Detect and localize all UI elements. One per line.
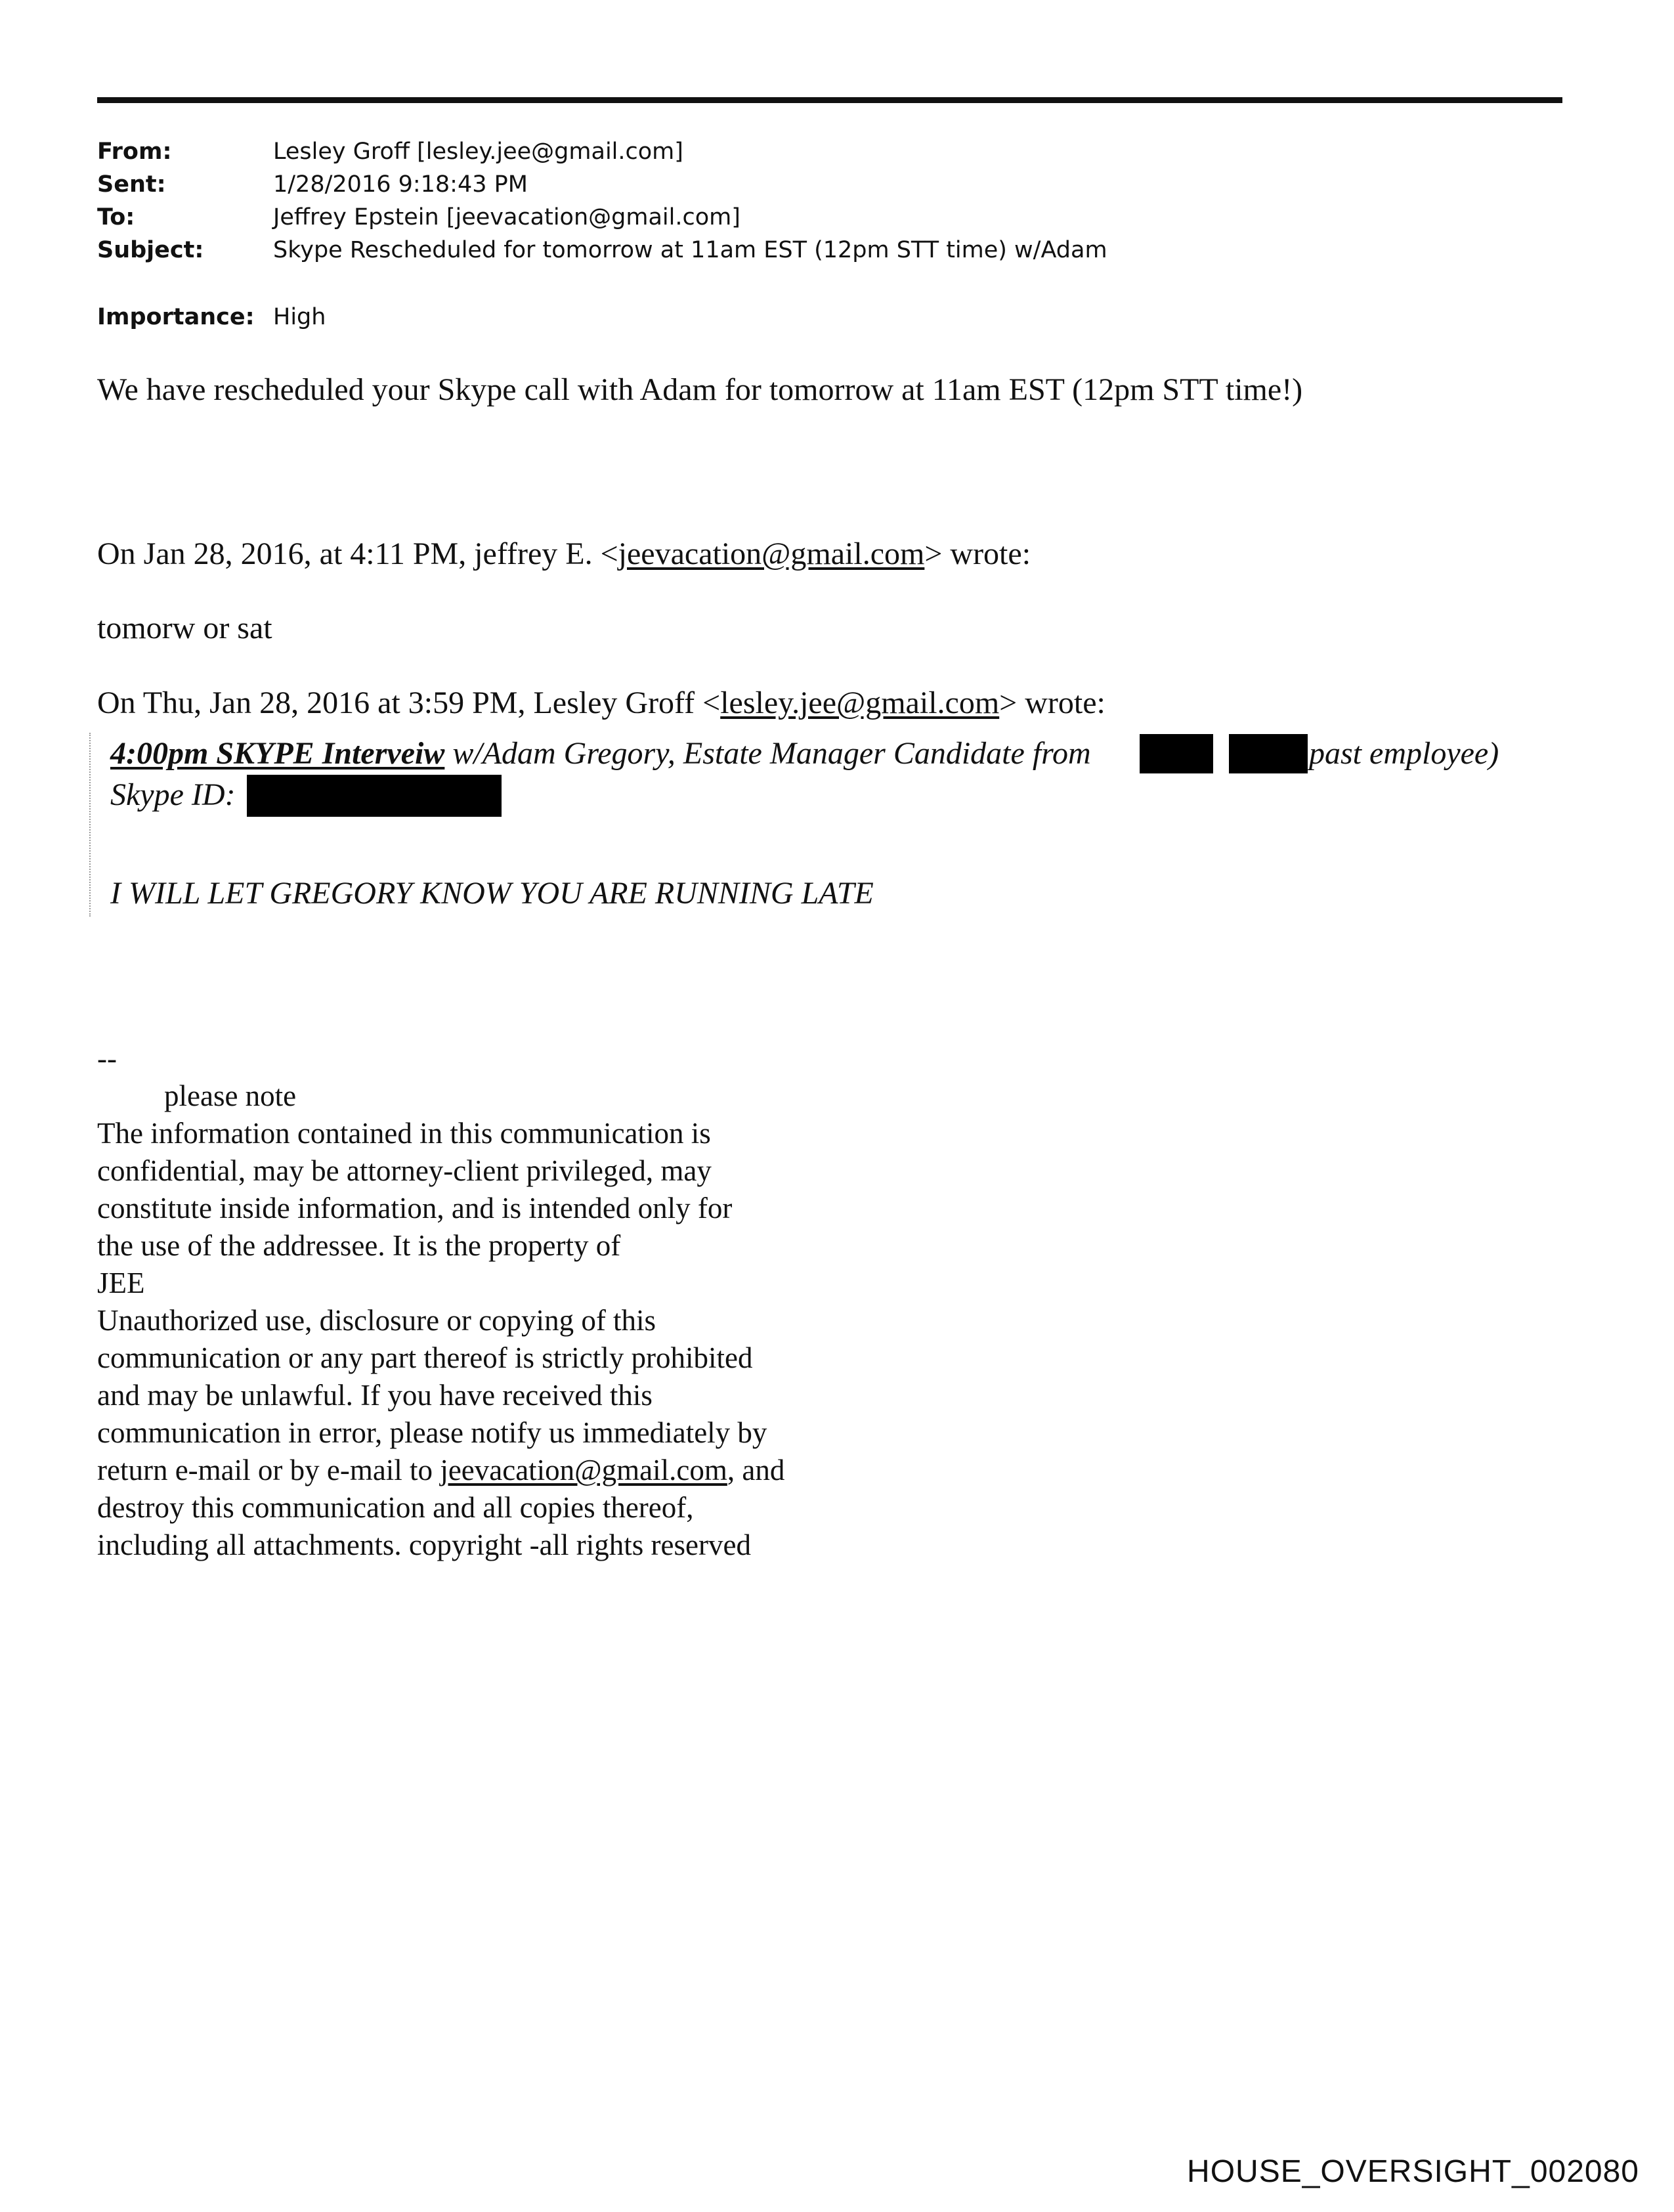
- sent-value: 1/28/2016 9:18:43 PM: [273, 171, 528, 198]
- quote-line-1-end: past employee): [1309, 736, 1499, 771]
- disclaimer-line: including all attachments. copyright -all rights reserved: [97, 1529, 751, 1561]
- disclaimer-line: Unauthorized use, disclosure or copying of this: [97, 1304, 656, 1337]
- disclaimer-line: destroy this communication and all copies thereof,: [97, 1491, 694, 1524]
- redaction-block: [1140, 734, 1213, 773]
- disclaimer-line: and may be unlawful. If you have received this: [97, 1379, 653, 1412]
- quote-line-1-text: w/Adam Gregory, Estate Manager Candidate from: [444, 736, 1091, 771]
- redaction-block: [1229, 734, 1308, 773]
- skype-id-label: Skype ID:: [110, 777, 236, 812]
- quote-line-1: [110, 735, 1091, 772]
- redaction-block: [247, 775, 502, 817]
- body-message: We have rescheduled your Skype call with Adam for tomorrow at 11am EST (12pm STT time!): [97, 372, 1303, 407]
- quote-bar: [89, 733, 91, 917]
- disclaimer-email-suffix: , and: [727, 1454, 785, 1486]
- reply1-attribution: [97, 536, 1031, 573]
- bates-number: HOUSE_OVERSIGHT_002080: [1187, 2154, 1639, 2189]
- disclaimer-line: the use of the addressee. It is the property of: [97, 1229, 621, 1262]
- reply2-attribution-suffix: > wrote:: [999, 685, 1105, 720]
- subject-label: Subject:: [97, 237, 204, 263]
- signature-note: please note: [164, 1079, 297, 1112]
- disclaimer-line: constitute inside information, and is intended only for: [97, 1192, 733, 1225]
- disclaimer-email-link[interactable]: jeevacation@gmail.com: [440, 1454, 727, 1486]
- quote-bold-heading: 4:00pm SKYPE Interveiw: [110, 736, 445, 771]
- sent-label: Sent:: [97, 171, 166, 198]
- reply1-email-link[interactable]: jeevacation@gmail.com: [618, 536, 925, 571]
- from-label: From:: [97, 139, 172, 165]
- reply2-attribution-prefix: On Thu, Jan 28, 2016 at 3:59 PM, Lesley Groff <: [97, 685, 721, 720]
- disclaimer-line: confidential, may be attorney-client privileged, may: [97, 1154, 712, 1187]
- disclaimer-line: communication or any part thereof is strictly prohibited: [97, 1341, 753, 1374]
- importance-label: Importance:: [97, 304, 255, 330]
- from-value: Lesley Groff [lesley.jee@gmail.com]: [273, 139, 683, 165]
- reply1-attribution-prefix: On Jan 28, 2016, at 4:11 PM, jeffrey E. <: [97, 536, 618, 571]
- disclaimer-email-line: [97, 1452, 784, 1489]
- to-label: To:: [97, 204, 135, 230]
- reply2-attribution: [97, 685, 1105, 722]
- reply2-email-link[interactable]: lesley.jee@gmail.com: [720, 685, 1000, 720]
- subject-value: Skype Rescheduled for tomorrow at 11am EST (12pm STT time) w/Adam: [273, 237, 1107, 263]
- disclaimer-line: communication in error, please notify us immediately by: [97, 1416, 767, 1449]
- importance-value: High: [273, 304, 326, 330]
- reply1-attribution-suffix: > wrote:: [924, 536, 1031, 571]
- reply1-message: tomorw or sat: [97, 611, 272, 645]
- header-rule: [97, 97, 1562, 103]
- disclaimer-line: JEE: [97, 1267, 145, 1299]
- signature-separator: --: [97, 1042, 117, 1075]
- late-notice: I WILL LET GREGORY KNOW YOU ARE RUNNING LATE: [110, 876, 874, 911]
- disclaimer-email-prefix: return e-mail or by e-mail to: [97, 1454, 440, 1486]
- to-value: Jeffrey Epstein [jeevacation@gmail.com]: [273, 204, 740, 230]
- disclaimer-line: The information contained in this communication is: [97, 1117, 711, 1150]
